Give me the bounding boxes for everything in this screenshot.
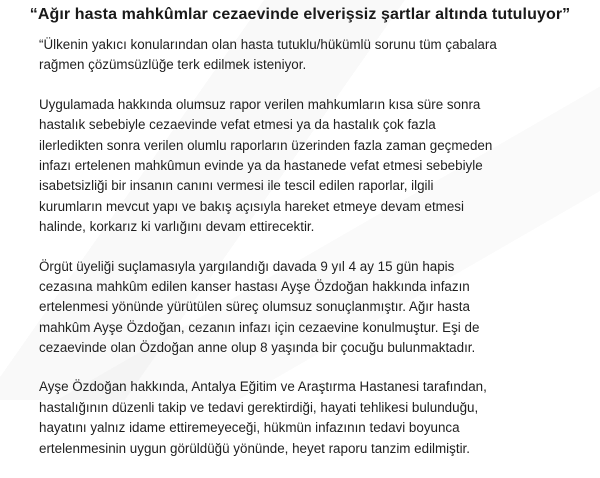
text-line: halinde, korkarız ki varlığını devam ettirecektir. bbox=[39, 219, 315, 235]
text-line: ertelenmesinin uygun görüldüğü yönünde, heyet raporu tanzim edilmiştir. bbox=[39, 440, 470, 456]
paragraph-3 bbox=[39, 257, 599, 359]
text-line: kurumların mevcut yapı ve bakış açısıyla hareket etmeye devam etmesi bbox=[39, 198, 464, 214]
text-line: mahkûm Ayşe Özdoğan, cezanın infazı için cezaevine konulmuştur. Eşi de bbox=[39, 319, 480, 335]
paragraph-1 bbox=[39, 35, 599, 76]
text-line: hastalığının düzenli takip ve tedavi gerektirdiği, hayati tehlikesi bulunduğu, bbox=[39, 399, 479, 415]
text-line: ertelenmesi yönünde yürütülen süreç olumsuz sonuçlanmıştır. Ağır hasta bbox=[39, 299, 470, 315]
document-body bbox=[39, 35, 599, 478]
text-line: cezasına mahkûm edilen kanser hastası Ayşe Özdoğan hakkında infazın bbox=[39, 278, 470, 294]
headline: “Ağır hasta mahkûmlar cezaevinde elverişsiz şartlar altında tutuluyor” bbox=[29, 6, 571, 23]
text-line: Uygulamada hakkında olumsuz rapor verilen mahkumların kısa süre sonra bbox=[39, 96, 481, 112]
text-line: isabetsizliği bir insanın canını vermesi ile tescil edilen raporlar, ilgili bbox=[39, 178, 434, 194]
text-line: infazı ertelenen mahkûmun evinde ya da hastanede vefat etmesi sebebiyle bbox=[39, 157, 483, 173]
text-line: “Ülkenin yakıcı konularından olan hasta tutuklu/hükümlü sorunu tüm çabalara bbox=[39, 37, 497, 52]
paragraph-2 bbox=[39, 95, 599, 238]
paragraph-4 bbox=[39, 377, 599, 459]
text-line: Örgüt üyeliği suçlamasıyla yargılandığı davada 9 yıl 4 ay 15 gün hapis bbox=[39, 258, 455, 274]
text-line: cezaevinde olan Özdoğan anne olup 8 yaşında bir çocuğu bulunmaktadır. bbox=[39, 340, 476, 356]
text-line: hayatını yalnız idame ettiremeyeceği, hükmün infazının tedavi boyunca bbox=[39, 420, 460, 436]
text-line: hastalık sebebiyle cezaevinde vefat etmesi ya da hastalık çok fazla bbox=[39, 117, 436, 133]
text-line: Ayşe Özdoğan hakkında, Antalya Eğitim ve Araştırma Hastanesi tarafından, bbox=[39, 379, 487, 395]
text-line: ilerledikten sonra verilen olumlu raporların üzerinden fazla zaman geçmeden bbox=[39, 137, 493, 153]
text-line: rağmen çözümsüzlüğe terk edilmek isteniyor. bbox=[39, 57, 307, 73]
